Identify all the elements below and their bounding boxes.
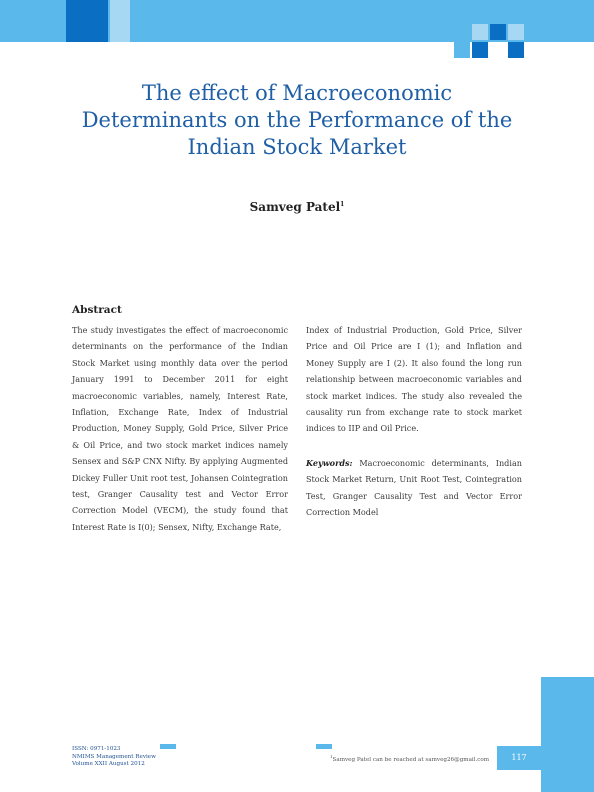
abstract-line: stock market indices. The study also revealed the: [306, 390, 522, 401]
footer-rule-right: [316, 744, 332, 749]
title-line: Determinants on the Performance of the: [81, 108, 513, 132]
abstract-line: Price and Oil Price are I (1); and Inflation and Money: [306, 341, 522, 368]
journal-name: NMIMS Management Review: [72, 753, 156, 760]
banner-square: [472, 42, 488, 58]
banner-square: [472, 24, 488, 40]
abstract-right-column: [306, 322, 522, 437]
abstract-line: Production, Money Supply, Gold Price, Silver Price &: [72, 423, 288, 450]
abstract-line: Dickey Fuller Unit root test, Johansen Cointegration: [72, 472, 288, 483]
keywords-line: Stock Market Return, Unit Root Test, Cointegration: [306, 474, 522, 485]
abstract-line: macroeconomic variables, namely, Interest Rate,: [72, 390, 288, 401]
author-footnote: [330, 754, 489, 763]
abstract-left-column: [72, 322, 288, 535]
banner-square: [454, 42, 470, 58]
abstract-line: Sensex and S&P CNX Nifty. By applying Augmented: [72, 456, 288, 467]
page-number: 117: [511, 753, 527, 762]
abstract-line: determinants on the performance of the Indian: [72, 341, 288, 352]
title-line: The effect of Macroeconomic: [141, 81, 453, 105]
footnote-mark: 1: [330, 754, 333, 759]
footer-rule-left: [160, 744, 176, 749]
footnote-text: Samveg Patel can be reached at samveg26@gmail.com: [332, 756, 490, 763]
abstract-line: test, Granger Causality test and Vector Error: [72, 489, 288, 500]
abstract-line: The study investigates the effect of macroeconomic: [72, 325, 288, 335]
abstract-line: Correction Model (VECM), the study found that: [72, 505, 288, 516]
banner-block-dark: [66, 0, 108, 42]
keywords-line: Macroeconomic determinants, Indian: [359, 458, 522, 468]
author-footnote-mark: 1: [340, 201, 345, 208]
abstract-line: Stock Market using monthly data over the period: [72, 357, 288, 368]
abstract-line: Oil Price, and two stock market indices namely: [83, 439, 289, 450]
abstract-heading: Abstract: [72, 304, 122, 316]
abstract-line: Index of Industrial Production, Gold Price, Silver: [306, 325, 522, 335]
abstract-line: Interest Rate is I(0); Sensex, Nifty, Exchange Rate,: [72, 521, 282, 532]
journal-info: [72, 746, 156, 769]
right-sidebar-bar: [541, 677, 594, 792]
abstract-line: Supply are I (2). It also found the long run: [337, 357, 522, 368]
paper-title: [40, 80, 554, 161]
banner-square: [508, 24, 524, 40]
volume-text: Volume XXII August 2012: [72, 761, 145, 768]
keywords-block: [306, 455, 522, 521]
abstract-line: January 1991 to December 2011 for eight: [72, 374, 288, 385]
abstract-line: Inflation, Exchange Rate, Index of Industrial: [72, 407, 288, 418]
banner-square: [508, 42, 524, 58]
keywords-label: Keywords:: [306, 458, 353, 468]
title-line: Indian Stock Market: [187, 135, 407, 159]
banner-square: [490, 24, 506, 40]
banner-block-light: [110, 0, 130, 42]
keywords-line: Correction Model: [306, 507, 379, 518]
abstract-line: relationship between macroeconomic variables and: [306, 374, 522, 385]
abstract-line: causality run from exchange rate to stock market: [306, 407, 522, 418]
author-name: [0, 200, 594, 214]
author-text: Samveg Patel: [249, 200, 341, 214]
issn-text: ISSN: 0971-1023: [72, 746, 121, 752]
keywords-line: Test, Granger Causality Test and Vector Error: [306, 490, 522, 501]
abstract-line: indices to IIP and Oil Price.: [306, 423, 419, 434]
